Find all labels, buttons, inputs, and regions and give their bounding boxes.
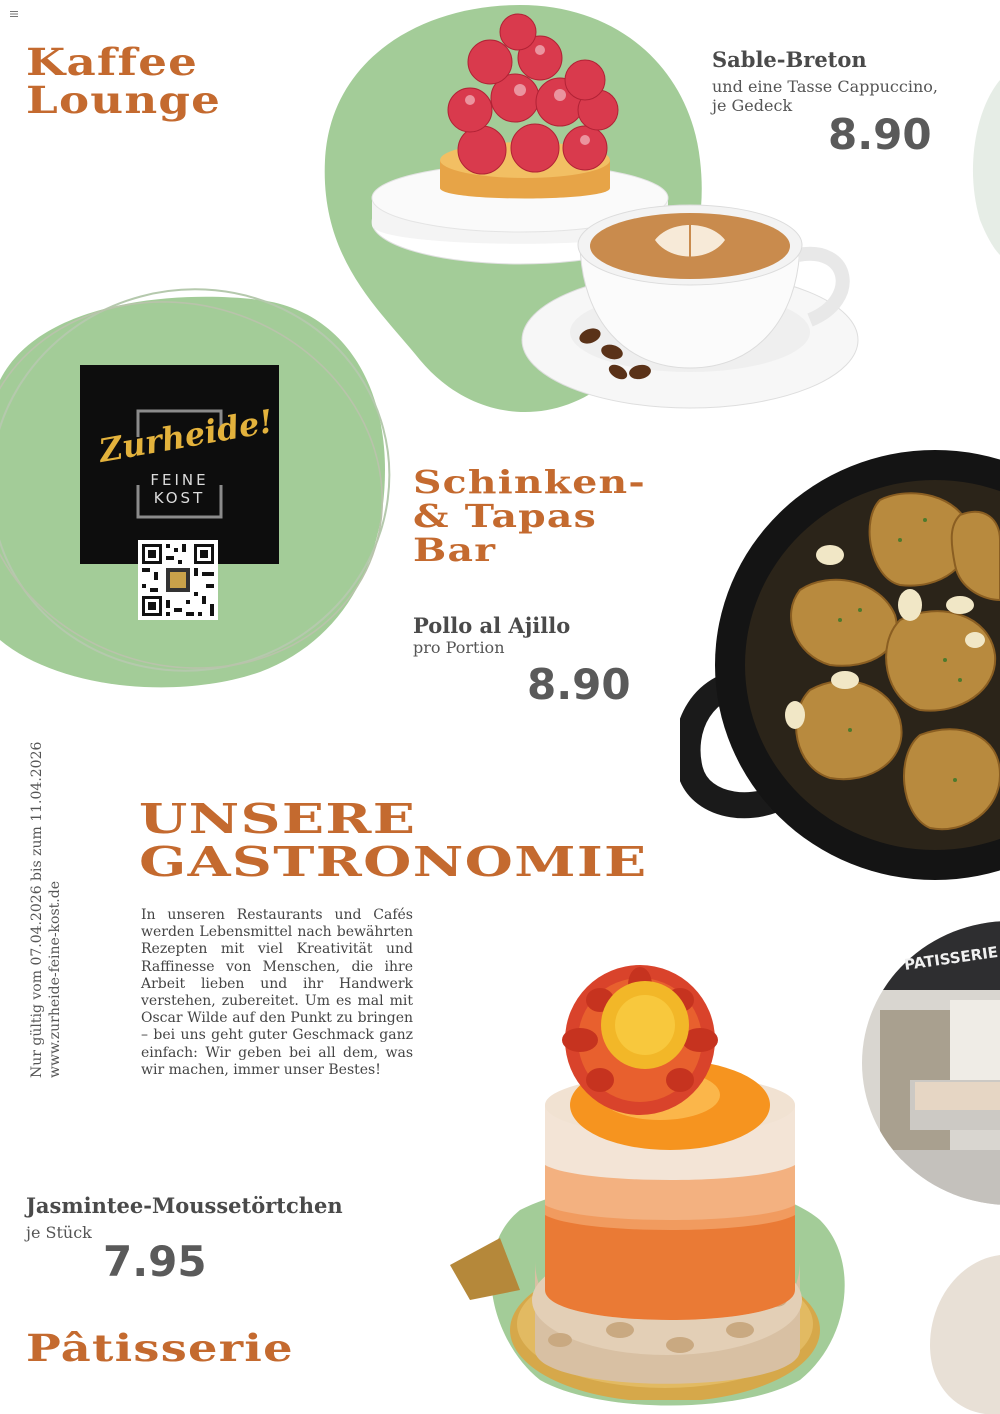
patisserie-store-photo	[862, 920, 1000, 1210]
gastro-line1: UNSERE	[139, 795, 417, 843]
patisserie-heading: Pâtisserie	[26, 1326, 294, 1370]
pollo-pan-image	[680, 440, 1000, 880]
kaffee-lounge-line1: Kaffee	[26, 40, 199, 84]
pollo-price: 8.90	[527, 660, 631, 709]
validity-dates: Nur gültig vom 07.04.2026 bis zum 11.04.2026	[29, 741, 45, 1078]
pollo-desc: pro Portion	[413, 638, 505, 657]
gastro-line2: GASTRONOMIE	[139, 838, 648, 887]
tapas-line3: Bar	[413, 530, 497, 569]
pollo-title: Pollo al Ajillo	[413, 613, 571, 638]
tapas-line2: & Tapas	[413, 496, 598, 535]
menu-icon[interactable]	[10, 10, 18, 18]
tapas-line1: Schinken-	[413, 463, 646, 501]
intro-paragraph: In unseren Restaurants und Cafés werden Lebensmittel nach bewährten Rezepten mit viel Kreativität und Raffinesse von Menschen, die ihre Arbeit lieben und ihr Handwerk verstehen, zubereitet. Um es mal mit Oscar Wilde auf den Punkt zu bringen – bei uns geht guter Geschmack ganz einfach: Wir geben bei all dem, was wir machen, immer unser Bestes!	[141, 907, 413, 1078]
patisserie-sign: PATISSERIE	[903, 942, 1000, 974]
kaffee-lounge-heading	[26, 40, 222, 122]
logo-kost: KOST	[153, 489, 206, 507]
sable-breton-title: Sable-Breton	[712, 47, 867, 72]
zurheide-logo[interactable]	[80, 365, 279, 564]
right-edge-circle-top	[973, 80, 1000, 255]
qr-code[interactable]	[138, 540, 218, 620]
jasmin-desc: je Stück	[26, 1223, 92, 1242]
sable-breton-price: 8.90	[828, 110, 932, 159]
website-url[interactable]: www.zurheide-feine-kost.de	[47, 881, 63, 1078]
sable-desc-line1: und eine Tasse Cappuccino,	[712, 77, 938, 96]
jasmin-cake-image	[440, 950, 830, 1400]
kaffee-lounge-line2: Lounge	[26, 77, 222, 122]
sable-desc-line2: je Gedeck	[712, 96, 793, 116]
logo-script-text: Zurheide!	[96, 402, 277, 470]
logo-feine: FEINE	[150, 471, 209, 489]
jasmin-title: Jasmintee-Moussetörtchen	[26, 1193, 343, 1218]
jasmin-price: 7.95	[103, 1237, 207, 1286]
validity-note	[28, 742, 64, 1078]
tapas-bar-heading	[413, 463, 646, 569]
right-edge-circle-bottom	[930, 1255, 1000, 1414]
gastronomie-heading	[139, 795, 648, 887]
